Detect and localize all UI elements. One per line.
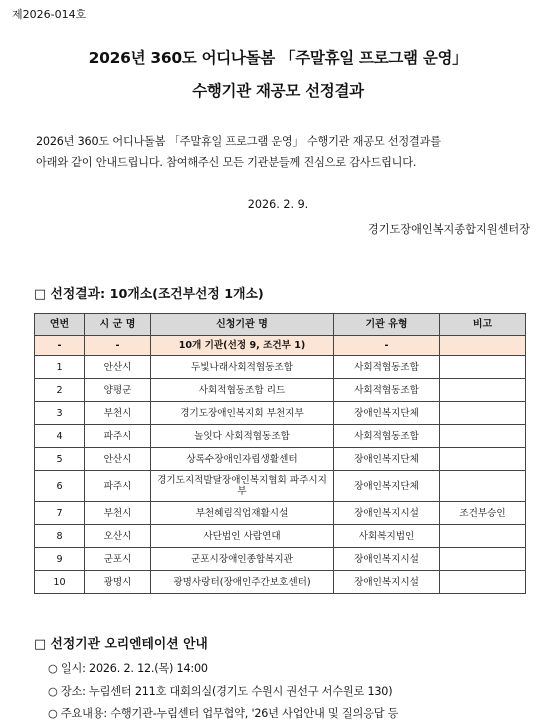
table-row	[35, 379, 526, 402]
cell-city: 파주시	[85, 471, 151, 502]
cell-city: 부천시	[85, 502, 151, 525]
cell-remarks	[440, 448, 526, 471]
cell-city: 안산시	[85, 448, 151, 471]
page-title-line-1: 2026년 360도 어디나돌봄 「주말휴일 프로그램 운영」	[88, 49, 468, 67]
cell-city: 부천시	[85, 402, 151, 425]
bullet-location: ○ 장소: 누림센터 211호 대회의실(경기도 수원시 권선구 서수원로 130)	[48, 684, 393, 698]
doc-number: 제2026-014호	[12, 8, 87, 21]
table-header-row	[35, 314, 526, 336]
cell-institution: 경기도장애인복지회 부천지부	[151, 402, 334, 425]
cell-no: 9	[35, 548, 85, 571]
cell-institution: 부천혜림직업재활시설	[151, 502, 334, 525]
table-row	[35, 402, 526, 425]
cell-city: 오산시	[85, 525, 151, 548]
cell-remarks	[440, 525, 526, 548]
cell-remarks	[440, 402, 526, 425]
page-title-line-2: 수행기관 재공모 선정결과	[192, 82, 364, 100]
section-title-orientation: □ 선정기관 오리엔테이션 안내	[34, 637, 208, 652]
cell-type: 장애인복지시설	[334, 571, 440, 594]
table-row	[35, 548, 526, 571]
cell-no: 3	[35, 402, 85, 425]
cell-institution: 광명사랑터(장애인주간보호센터)	[151, 571, 334, 594]
cell-remarks	[440, 425, 526, 448]
summary-cell	[440, 336, 526, 356]
header-type: 기관 유형	[334, 314, 440, 336]
cell-city: 군포시	[85, 548, 151, 571]
summary-row	[35, 336, 526, 356]
cell-no: 8	[35, 525, 85, 548]
table-row	[35, 502, 526, 525]
cell-remarks	[440, 571, 526, 594]
cell-remarks	[440, 471, 526, 502]
cell-institution: 사단법인 사람연대	[151, 525, 334, 548]
cell-city: 파주시	[85, 425, 151, 448]
cell-type: 사회적협동조합	[334, 379, 440, 402]
header-no: 연번	[35, 314, 85, 336]
results-table	[34, 313, 526, 594]
cell-type: 사회복지법인	[334, 525, 440, 548]
cell-no: 2	[35, 379, 85, 402]
cell-institution: 사회적협동조합 리드	[151, 379, 334, 402]
cell-no: 5	[35, 448, 85, 471]
cell-institution: 군포시장애인종합복지관	[151, 548, 334, 571]
cell-remarks	[440, 379, 526, 402]
cell-type: 장애인복지단체	[334, 448, 440, 471]
summary-cell: -	[334, 336, 440, 356]
header-institution: 신청기관 명	[151, 314, 334, 336]
cell-no: 1	[35, 356, 85, 379]
cell-type: 사회적협동조합	[334, 356, 440, 379]
announcement-date: 2026. 2. 9.	[247, 198, 309, 211]
organization-name: 경기도장애인복지종합지원센터장	[367, 223, 530, 236]
bullet-content: ○ 주요내용: 수행기관-누림센터 업무협약, '26년 사업안내 및 질의응답 등	[48, 707, 399, 720]
cell-type: 사회적협동조합	[334, 425, 440, 448]
table-row	[35, 356, 526, 379]
table-row	[35, 471, 526, 502]
summary-cell: 10개 기관(선정 9, 조건부 1)	[151, 336, 334, 356]
cell-type: 장애인복지단체	[334, 402, 440, 425]
cell-remarks	[440, 548, 526, 571]
cell-institution: 경기도지적발달장애인복지협회 파주시지부	[151, 471, 334, 502]
cell-city: 안산시	[85, 356, 151, 379]
orientation-details	[48, 658, 398, 726]
cell-institution: 두빛나래사회적협동조합	[151, 356, 334, 379]
table-row	[35, 525, 526, 548]
intro-paragraph	[36, 131, 536, 173]
cell-city: 양평군	[85, 379, 151, 402]
intro-line-2: 아래와 같이 안내드립니다. 참여해주신 모든 기관분들께 진심으로 감사드립니다.	[36, 156, 417, 169]
table-row	[35, 425, 526, 448]
cell-type: 장애인복지시설	[334, 548, 440, 571]
bullet-datetime: ○ 일시: 2026. 2. 12.(목) 14:00	[48, 662, 208, 675]
header-city: 시 군 명	[85, 314, 151, 336]
cell-remarks	[440, 356, 526, 379]
summary-cell: -	[85, 336, 151, 356]
cell-no: 10	[35, 571, 85, 594]
cell-institution: 놀잇다 사회적협동조합	[151, 425, 334, 448]
cell-type: 장애인복지시설	[334, 502, 440, 525]
cell-remarks: 조건부승인	[440, 502, 526, 525]
cell-no: 4	[35, 425, 85, 448]
header-remarks: 비고	[440, 314, 526, 336]
table-row	[35, 571, 526, 594]
section-title-results: □ 선정결과: 10개소(조건부선정 1개소)	[34, 287, 264, 302]
table-row	[35, 448, 526, 471]
summary-cell: -	[35, 336, 85, 356]
cell-institution: 상록수장애인자립생활센터	[151, 448, 334, 471]
cell-no: 7	[35, 502, 85, 525]
cell-type: 장애인복지단체	[334, 471, 440, 502]
cell-no: 6	[35, 471, 85, 502]
cell-city: 광명시	[85, 571, 151, 594]
intro-line-1: 2026년 360도 어디나돌봄 「주말휴일 프로그램 운영」 수행기관 재공모 선정결과를	[36, 135, 441, 148]
